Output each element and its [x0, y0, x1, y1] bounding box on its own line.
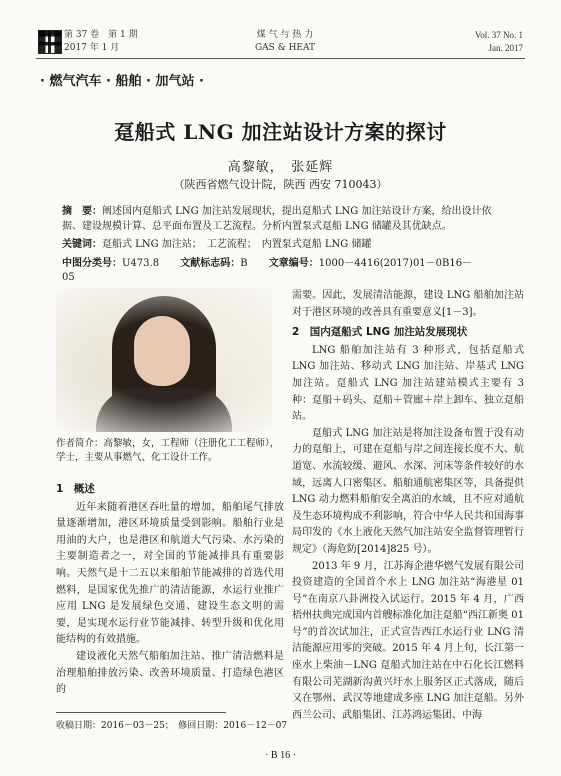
keywords-text: 趸船式 LNG 加注站； 工艺流程； 内置泵式趸船 LNG 储罐 [102, 239, 372, 250]
clc-value: U473.8 [122, 258, 160, 269]
abstract [62, 204, 502, 234]
paragraph: LNG 船舶加注站有 3 种形式，包括趸船式 LNG 加注站、移动式 LNG 加注站、岸基式 LNG 加注站。趸船式 LNG 加注站建站模式主要有 3 种：趸船＋码头、趸船＋管廊＋岸上卸车、独立趸船站。 [292, 344, 524, 423]
paragraph: 需要。因此，发展清洁能源，建设 LNG 船舶加注站对于港区环境的改善具有重要意义[1－3]。 [292, 290, 524, 318]
volume-issue-en: Vol. 37 No. 1 [474, 30, 523, 40]
abstract-label: 摘 要： [62, 206, 102, 217]
qr-code-icon [38, 30, 62, 54]
abstract-text: 阐述国内趸船式 LNG 加注站发展现状，提出趸船式 LNG 加注站设计方案，给出设计依据、建设规模计算、总平面布置及工艺流程。分析内置泵式趸船 LNG 储罐及其优缺点。 [62, 206, 492, 232]
author-photo [56, 288, 272, 432]
right-column [292, 288, 524, 724]
paragraph: 建设液化天然气船舶加注站、推广清洁燃料是治理船舶排放污染、改善环境质量、打造绿色港区的 [56, 650, 284, 696]
publish-date-en: Jan. 2017 [488, 43, 523, 53]
keywords-label: 关键词： [62, 239, 102, 250]
author-affiliation: （陕西省燃气设计院，陕西 西安 710043） [173, 178, 388, 191]
received-dates: 收稿日期：2016－03－25； 修回日期：2016－12－07 [56, 721, 288, 731]
doc-code-value: B [240, 258, 248, 269]
article-authors: 高黎敏， 张延辉 [227, 160, 334, 175]
journal-name-cn: 煤 气 与 热 力 [256, 30, 314, 40]
page-number: · B 16 · [265, 750, 296, 761]
section-2-heading: 2 国内趸船式 LNG 加注站发展现状 [292, 326, 468, 339]
article-no-label: 文章编号： [268, 258, 319, 269]
publish-date: 2017 年 1 月 [64, 43, 120, 53]
doc-code-label: 文献标志码： [180, 258, 241, 269]
photo-vignette [56, 288, 272, 432]
paragraph: 近年来随着港区吞吐量的增加，船舶尾气排放量逐渐增加，港区环境质量受到影响。船舶行业是用油的大户，也是港区和航道大气污染、水污染的主要制造者之一，对全国的节能减排具有重要影响。天然气是十二五以来船舶节能减排的首选代用燃料，是国家优先推广的清洁能源，水运行业推广应用 LNG 是发展绿色交通、建设生态文明的需要，是实现水运行业节能减排、转型升级和优化用能结构的有效措施。 [56, 501, 284, 646]
section-tag: · 燃气汽车 · 船舶 · 加气站 · [40, 74, 204, 89]
article-title: 趸船式 LNG 加注站设计方案的探讨 [114, 120, 447, 144]
article-meta [62, 257, 502, 285]
header-divider [36, 58, 525, 59]
section-1-heading: 1 概述 [56, 483, 95, 495]
journal-name-en: GAS & HEAT [254, 43, 316, 53]
article-no-value: 1000－4416(2017)01－0B16－05 [62, 258, 473, 283]
paragraph: 2013 年 9 月，江苏海企港华燃气发展有限公司投资建造的全国首个水上 LNG 加注站“海港星 01 号”在南京八卦洲投入试运行。2015 年 4 月，广西梧州扶典完成国内首艘标准化加注趸船“西江新奥 01 号”的首次试加注，正式宣告西江水运行业 LNG 清洁能源应用零的突破。2015 年 4 月上旬，长江第一座水上柴油－LNG 趸船式加注站在中石化长江燃料有限公司芜湖新沟黄兴圩水上服务区正式落成，随后又在鄂州、武汉等地建成多座 LNG 加注趸船。另外西兰公司、武船集团、江苏鸿运集团、中海 [292, 560, 524, 721]
paragraph: 趸船式 LNG 加注站是将加注设备布置于没有动力的趸船上，可建在趸船与岸之间连接长度不大、航道宽、水流较缓、避风、水深、河床等条件较好的水域，远离人口密集区、船舶通航密集区等，具备提供 LNG 动力燃料船舶安全离泊的水域，且不应对通航及生态环境构成不利影响，符合中华人民共和国海事局印发的《水上液化天然气加注站安全监督管理暂行规定》（海危防[2014]825 号）。 [292, 427, 524, 555]
footnote-divider [56, 712, 226, 713]
journal-name [230, 29, 340, 55]
keywords [62, 238, 502, 252]
volume-issue: 第 37 卷 第 1 期 [64, 30, 138, 40]
author-bio: 作者简介：高黎敏，女，工程师（注册化工工程师），学士，主要从事燃气、化工设计工作。 [56, 438, 280, 463]
clc-label: 中图分类号： [62, 258, 122, 269]
journal-volume-info [64, 29, 138, 55]
journal-volume-info-en [475, 29, 523, 55]
left-column [56, 478, 284, 699]
